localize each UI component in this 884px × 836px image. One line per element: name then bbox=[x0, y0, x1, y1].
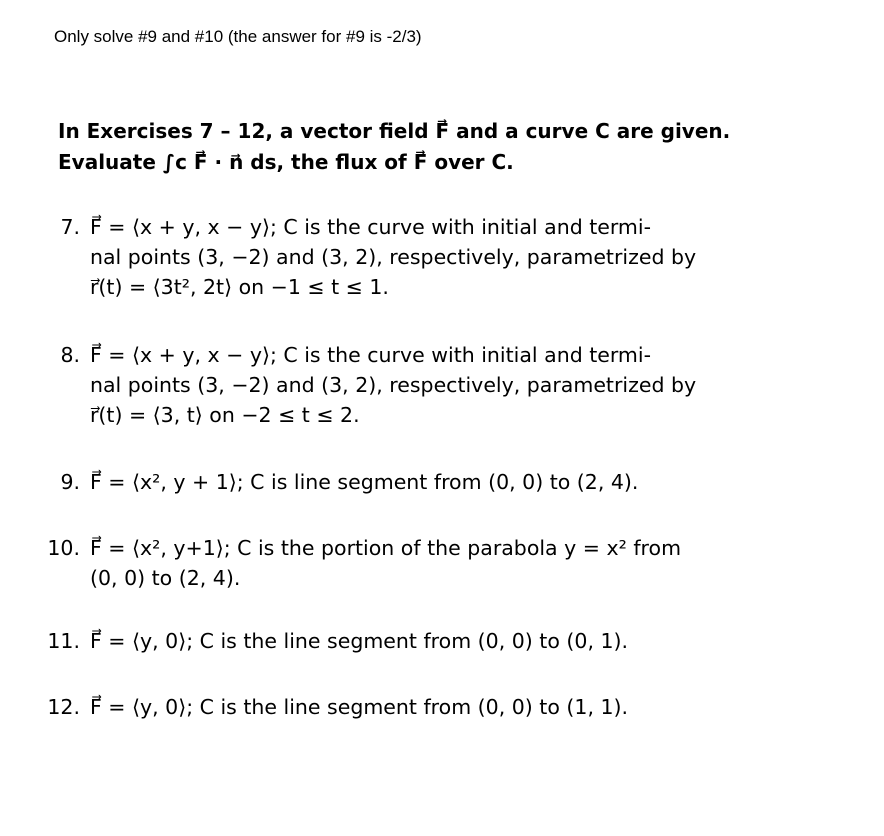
exercise-number: 11. bbox=[47, 629, 80, 653]
exercise-line: F⃗ = ⟨y, 0⟩; C is the line segment from (0, 0) to (1, 1). bbox=[90, 695, 629, 719]
exercise-number: 12. bbox=[47, 695, 80, 719]
instruction-note: Only solve #9 and #10 (the answer for #9 is -2/3) bbox=[54, 27, 422, 46]
exercise-line: F⃗ = ⟨x + y, x − y⟩; C is the curve with initial and termi- bbox=[90, 343, 651, 367]
exercise-11 bbox=[40, 626, 700, 656]
intro-line-2: Evaluate ∫ᴄ F⃗ · n⃗ ds, the flux of F⃗ over C. bbox=[58, 150, 514, 174]
exercise-number: 7. bbox=[60, 215, 80, 239]
exercise-10 bbox=[40, 533, 700, 593]
exercise-line: F⃗ = ⟨x², y+1⟩; C is the portion of the parabola y = x² from bbox=[90, 536, 682, 560]
exercise-line: F⃗ = ⟨x + y, x − y⟩; C is the curve with initial and termi- bbox=[90, 215, 651, 239]
exercise-line: F⃗ = ⟨y, 0⟩; C is the line segment from (0, 0) to (0, 1). bbox=[90, 629, 629, 653]
exercise-12 bbox=[40, 692, 700, 722]
exercise-8 bbox=[40, 340, 700, 430]
exercise-number: 8. bbox=[60, 343, 80, 367]
exercise-line: r⃗(t) = ⟨3, t⟩ on −2 ≤ t ≤ 2. bbox=[90, 403, 360, 427]
exercise-intro bbox=[58, 116, 730, 178]
exercise-number: 10. bbox=[47, 536, 80, 560]
exercise-line: nal points (3, −2) and (3, 2), respectively, parametrized by bbox=[90, 245, 697, 269]
exercise-number: 9. bbox=[60, 470, 80, 494]
exercise-line: nal points (3, −2) and (3, 2), respectively, parametrized by bbox=[90, 373, 697, 397]
intro-line-1: In Exercises 7 – 12, a vector field F⃗ and a curve C are given. bbox=[58, 119, 731, 143]
exercise-line: (0, 0) to (2, 4). bbox=[90, 566, 241, 590]
exercise-7 bbox=[40, 212, 700, 302]
exercise-9 bbox=[40, 467, 700, 497]
exercise-line: F⃗ = ⟨x², y + 1⟩; C is line segment from (0, 0) to (2, 4). bbox=[90, 470, 639, 494]
exercise-line: r⃗(t) = ⟨3t², 2t⟩ on −1 ≤ t ≤ 1. bbox=[90, 275, 389, 299]
